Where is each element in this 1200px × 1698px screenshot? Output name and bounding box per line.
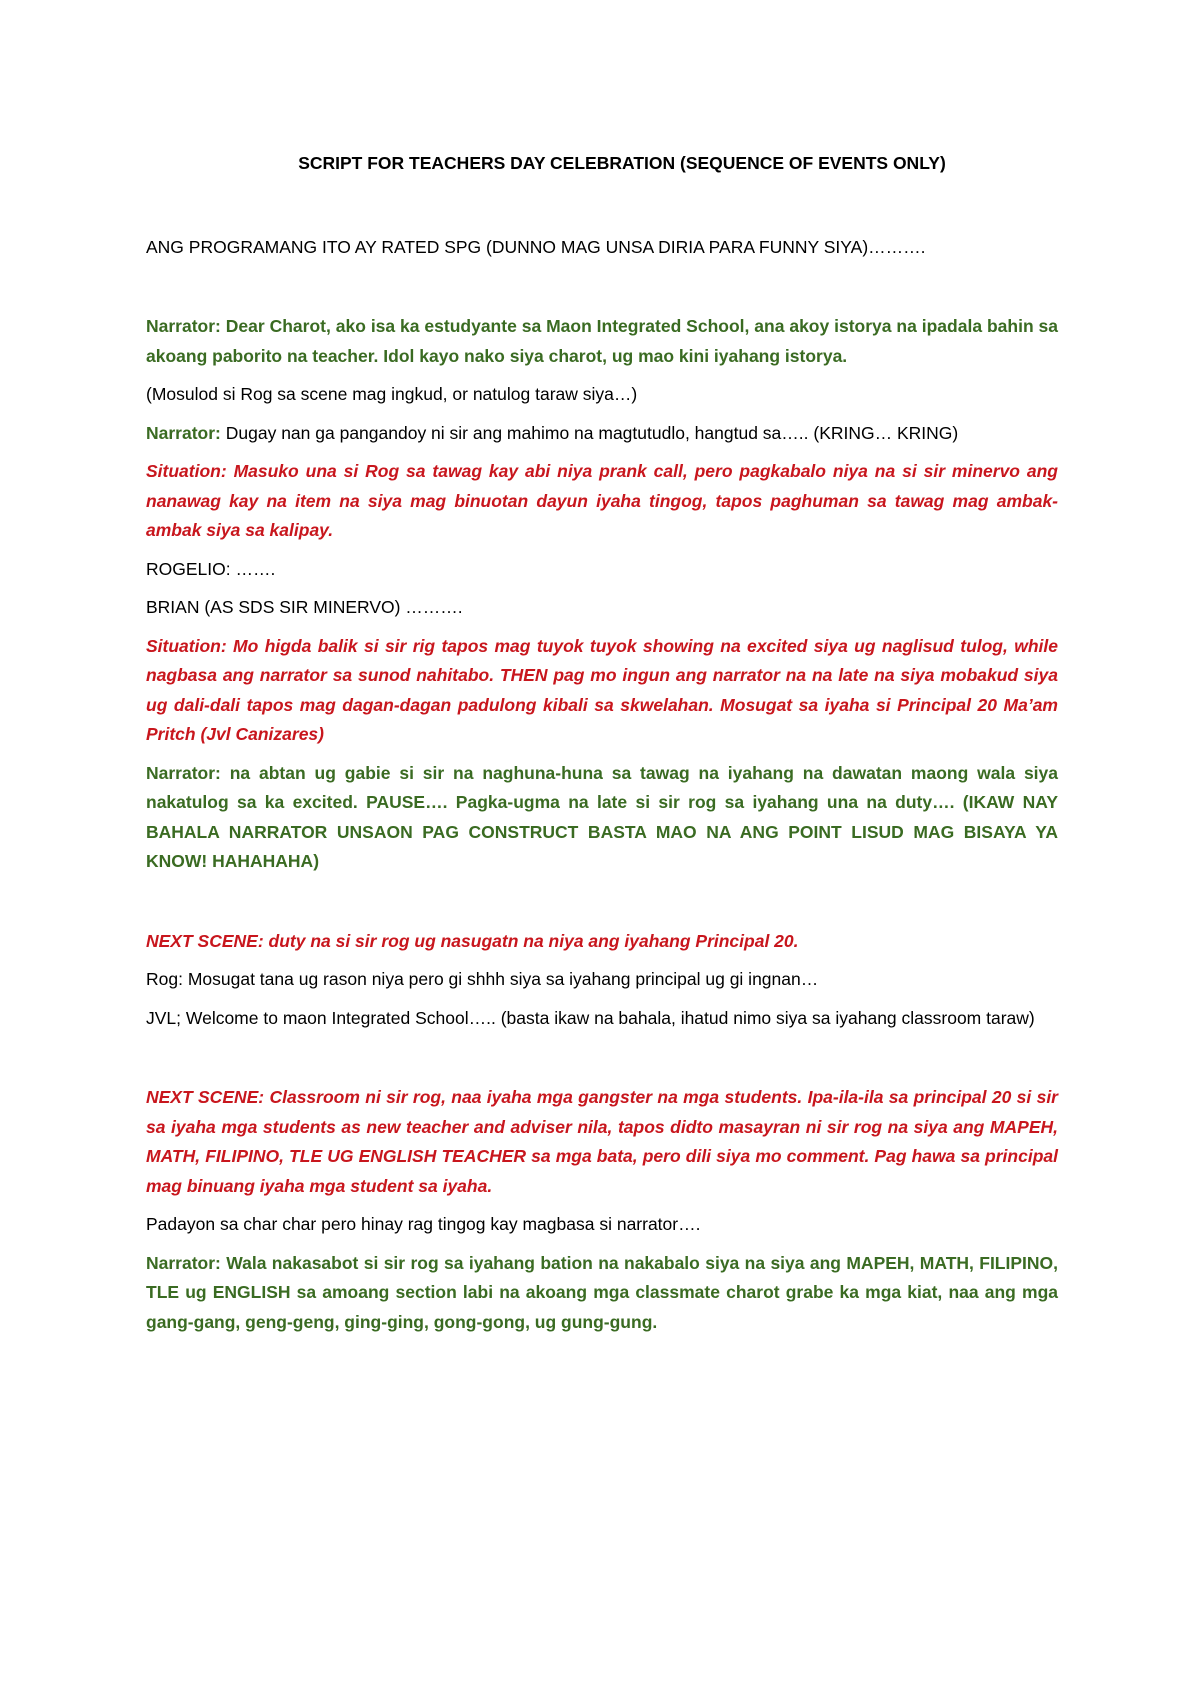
narrator-line: Dugay nan ga pangandoy ni sir ang mahimo na magtutudlo, hangtud sa….. (KRING… KRING) xyxy=(220,422,959,443)
intro-line: ANG PROGRAMANG ITO AY RATED SPG (DUNNO MAG UNSA DIRIA PARA FUNNY SIYA)………. xyxy=(146,236,926,257)
next-scene-1: NEXT SCENE: duty na si sir rog ug nasugatn na niya ang iyahang Principal 20. xyxy=(146,930,799,951)
narrator-paragraph-3: Narrator: na abtan ug gabie si sir na naghuna-huna sa tawag na iyahang na dawatan maong wala siya nakatulog sa ka excited. PAUSE…. Pagka-ugma na late si sir rog sa iyahang una na duty…. (IKAW NAY BAHALA NARRATOR UNSAON PAG CONSTRUCT BASTA MAO NA ANG POINT LISUD MAG BISAYA YA KNOW! HAHAHAHA) xyxy=(146,762,1058,871)
narrator-paragraph-2 xyxy=(146,419,1058,449)
stage-direction-2: Padayon sa char char pero hinay rag tingog kay magbasa si narrator…. xyxy=(146,1214,701,1234)
narrator-label: Narrator: xyxy=(146,422,221,443)
stage-direction-1: (Mosulod si Rog sa scene mag ingkud, or natulog taraw siya…) xyxy=(146,384,638,404)
situation-paragraph-2: Situation: Mo higda balik si sir rig tapos mag tuyok tuyok showing na excited siya ug naglisud tulog, while nagbasa ang narrator sa sunod nahitabo. THEN pag mo ingun ang narrator na na late na siya mobakud siya ug dali-dali tapos mag dagan-dagan padulong kibali sa skwelahan. Mosugat sa iyaha si Principal 20 Ma’am Pritch (Jvl Canizares) xyxy=(146,635,1058,744)
narrator-paragraph-1: Narrator: Dear Charot, ako isa ka estudyante sa Maon Integrated School, ana akoy istorya na ipadala bahin sa akoang paborito na teacher. Idol kayo nako siya charot, ug mao kini iyahang istorya. xyxy=(146,316,1058,366)
document-title: SCRIPT FOR TEACHERS DAY CELEBRATION (SEQUENCE OF EVENTS ONLY) xyxy=(298,153,946,173)
character-line-jvl: JVL; Welcome to maon Integrated School….. (basta ikaw na bahala, ihatud nimo siya sa iyahang classroom taraw) xyxy=(146,1007,1035,1028)
character-line-brian: BRIAN (AS SDS SIR MINERVO) ………. xyxy=(146,597,463,617)
next-scene-2: NEXT SCENE: Classroom ni sir rog, naa iyaha mga gangster na mga students. Ipa-ila-ila sa principal 20 si sir sa iyaha mga students as new teacher and adviser nila, tapos didto masayran ni sir rog na siya ang MAPEH, MATH, FILIPINO, TLE UG ENGLISH TEACHER sa mga bata, pero dili siya mo comment. Pag hawa sa principal mag binuang iyaha mga student sa iyaha. xyxy=(146,1087,1058,1196)
narrator-paragraph-4: Narrator: Wala nakasabot si sir rog sa iyahang bation na nakabalo siya na siya ang MAPEH, MATH, FILIPINO, TLE ug ENGLISH sa amoang section labi na akoang mga classmate charot grabe ka mga kiat, naa ang mga gang-gang, geng-geng, ging-ging, gong-gong, ug gung-gung. xyxy=(146,1252,1058,1332)
character-line-rog: Rog: Mosugat tana ug rason niya pero gi shhh siya sa iyahang principal ug gi ingnan… xyxy=(146,969,819,989)
character-line-rogelio: ROGELIO: ……. xyxy=(146,558,276,579)
situation-paragraph-1: Situation: Masuko una si Rog sa tawag kay abi niya prank call, pero pagkabalo niya na si sir minervo ang nanawag kay na item na siya mag binuotan dayun iyaha tingog, tapos paghuman sa tawag mag ambak-ambak siya sa kalipay. xyxy=(146,461,1058,540)
